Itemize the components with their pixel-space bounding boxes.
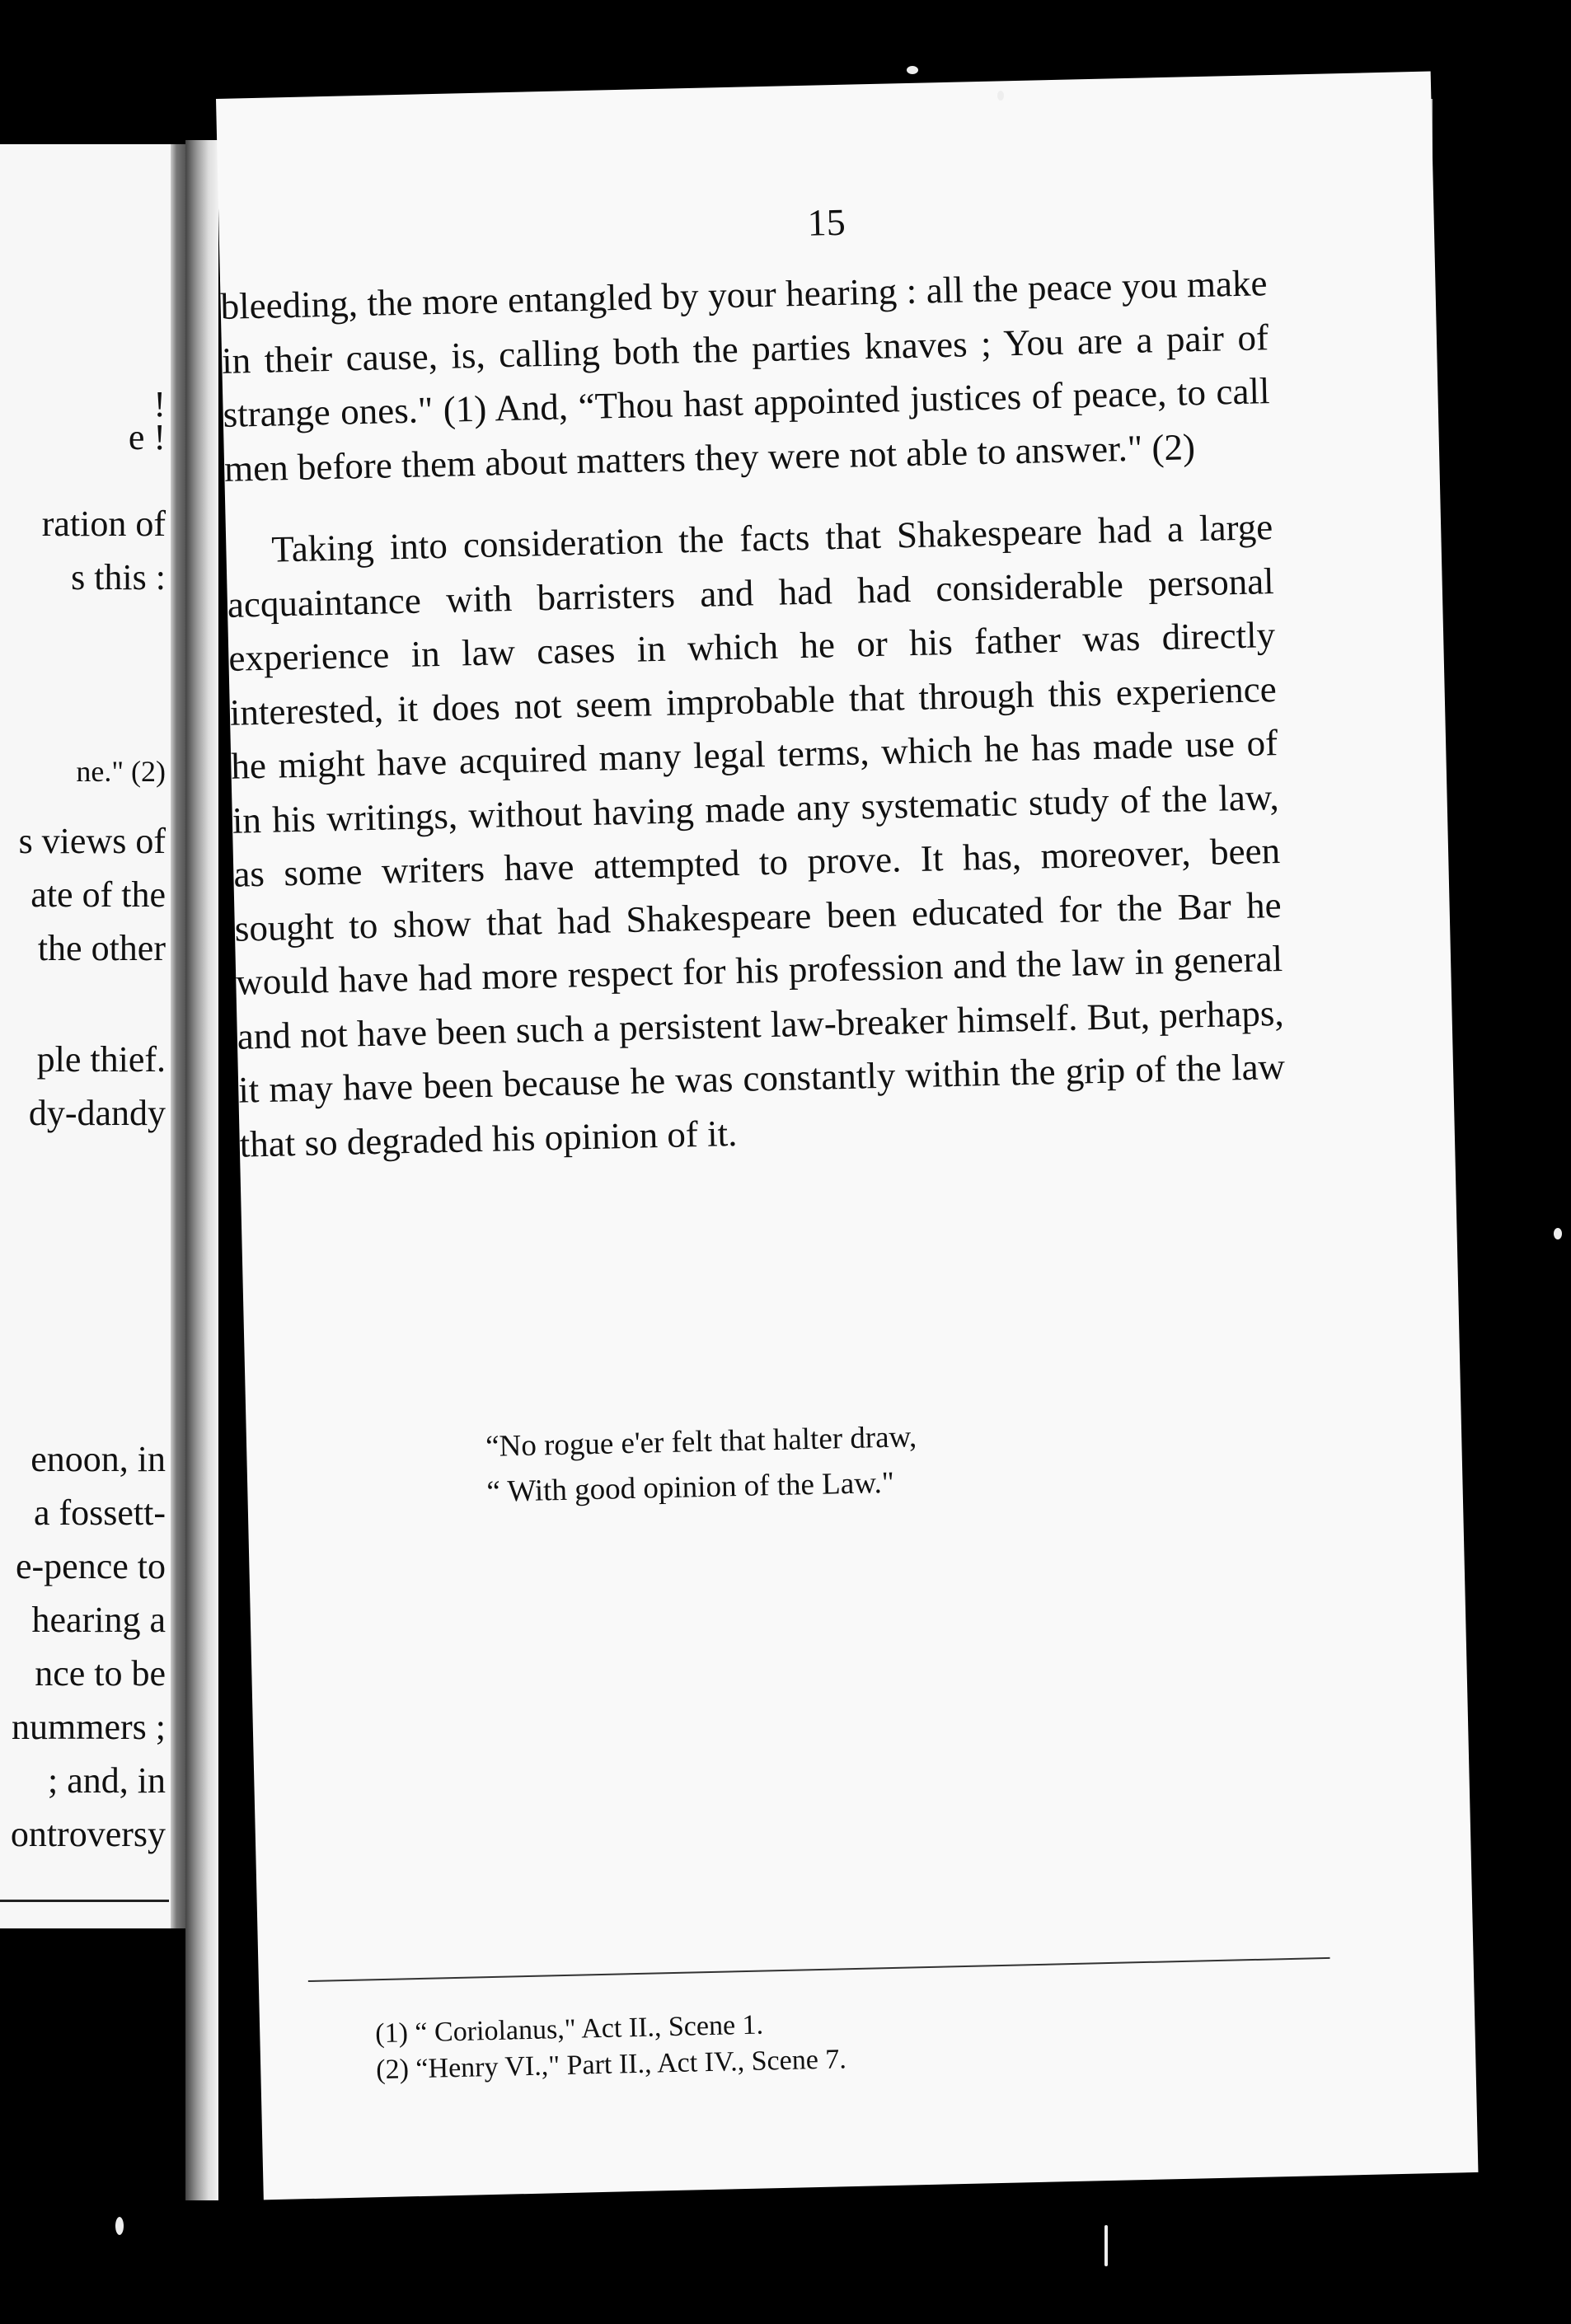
footnotes [375, 2005, 847, 2088]
left-line: a fossett- [33, 1492, 166, 1533]
footnote: (2) “Henry VI.," Part II., Act IV., Scene 7. [375, 2044, 847, 2086]
verse-line: “ With good opinion of the Law." [485, 1465, 895, 1509]
paragraph-1: bleeding, the more entangled by your hearing : all the peace you make in their cause, is, calling both the parties knaves ; You are a pair of strange ones." (1) And, “Thou hast appointed justices of peace, to call men before them about matters they were not able to answer." (2) [220, 262, 1270, 490]
left-line: nummers ; [12, 1707, 166, 1747]
left-line: enoon, in [30, 1439, 166, 1479]
current-page [216, 72, 1478, 2200]
left-line: hearing a [31, 1600, 166, 1640]
dust-speck [997, 91, 1004, 101]
footnote-divider [308, 1957, 1330, 1982]
left-line: s this : [71, 557, 166, 597]
verse-line: “No rogue e'er felt that halter draw, [485, 1420, 917, 1464]
paragraph-2: Taking into consideration the facts that Shakespeare had a large acquaintance with barristers and had had considerable personal experience in law cases in which he or his father was directly interested, it does not seem improbable that through this experience he might have acquired many legal terms, which he has made use of in his writings, without having made any systematic study of the law, as some writers have attempted to prove. It has, moreover, been sought to show that had Shakespeare been educated for the Bar he would have had more respect for his profession and the law in general and not have been such a persistent law-breaker himself. But, perhaps, it may have been because he was constantly within the grip of the law that so degraded his opinion of it. [227, 506, 1286, 1165]
left-line: ! [153, 384, 166, 424]
previous-page-fragment [0, 144, 185, 1928]
dust-speck [907, 66, 918, 74]
footnote: (1) “ Coriolanus," Act II., Scene 1. [374, 2009, 764, 2050]
book-spine-shadow [185, 140, 218, 2200]
left-page-rule [0, 1900, 169, 1902]
left-line: the other [37, 928, 166, 968]
left-line: e-pence to [16, 1546, 166, 1586]
dust-speck [1104, 2225, 1108, 2266]
left-line: ate of the [30, 874, 166, 915]
left-line: e ! [128, 417, 166, 457]
left-line: ne." (2) [76, 755, 166, 788]
left-line: dy-dandy [28, 1093, 166, 1133]
left-line: ple thief. [36, 1039, 166, 1080]
dust-speck [1554, 1228, 1562, 1239]
left-line: ontroversy [10, 1814, 166, 1854]
left-line: ration of [41, 504, 166, 544]
left-line: s views of [18, 821, 166, 861]
verse-quote [485, 1414, 918, 1515]
page-number: 15 [807, 200, 846, 244]
left-page-gutter [171, 144, 185, 1928]
left-line: nce to be [35, 1653, 166, 1694]
dust-speck [115, 2217, 124, 2235]
left-line: ; and, in [48, 1760, 166, 1801]
body-text [220, 256, 1287, 1172]
